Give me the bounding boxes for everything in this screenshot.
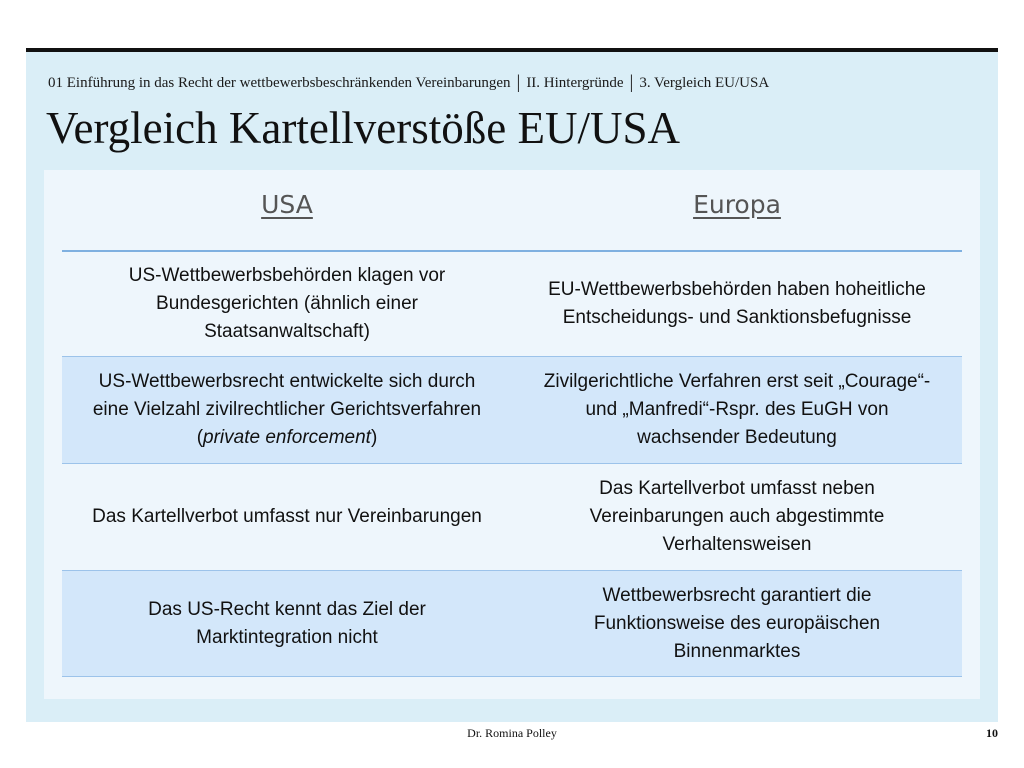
cell-text-after: ) [370, 427, 378, 448]
breadcrumb-separator: | [516, 72, 521, 93]
page-number: 10 [986, 726, 998, 740]
table-row [62, 571, 962, 677]
breadcrumb-item-section: II. Hintergründe [526, 75, 624, 91]
breadcrumb [48, 72, 769, 94]
table-cell-usa [62, 357, 512, 463]
table-row [62, 357, 962, 464]
table-cell-usa: Das Kartellverbot umfasst nur Vereinbarungen [92, 506, 482, 527]
footer-author: Dr. Romina Polley [467, 726, 557, 740]
table-cell-europa: Wettbewerbsrecht garantiert die Funktionsweise des europäischen Binnenmarktes [593, 584, 881, 662]
column-header-usa: USA [261, 190, 313, 219]
cell-text [86, 368, 488, 452]
table-cell-europa: EU-Wettbewerbsbehörden haben hoheitliche Entscheidungs- und Sanktionsbefugnisse [548, 278, 926, 328]
slide-panel [26, 48, 998, 722]
table-cell-usa: US-Wettbewerbsbehörden klagen vor Bundesgerichten (ähnlich einer Staatsanwaltschaft) [128, 264, 446, 342]
table-cell-usa: Das US-Recht kennt das Ziel der Marktintegration nicht [148, 598, 426, 648]
table-row [62, 464, 962, 571]
table-row [62, 251, 962, 357]
breadcrumb-separator: | [629, 72, 634, 93]
comparison-table [44, 170, 980, 699]
table-cell-europa: Das Kartellverbot umfasst neben Vereinbarungen auch abgestimmte Verhaltensweisen [589, 478, 885, 555]
cell-text-italic: private enforcement [203, 427, 371, 448]
cell-text-before: US-Wettbewerbsrecht entwickelte sich durch eine Vielzahl zivilrechtlicher Gerichtsverfahren ( [92, 371, 482, 448]
breadcrumb-item-subsection: 3. Vergleich EU/USA [639, 75, 770, 91]
page-title: Vergleich Kartellverstöße EU/USA [46, 103, 680, 153]
table-cell-europa: Zivilgerichtliche Verfahren erst seit „Courage“- und „Manfredi“-Rspr. des EuGH von wachsender Bedeutung [543, 371, 931, 448]
breadcrumb-item-chapter: 01 Einführung in das Recht der wettbewerbsbeschränkenden Vereinbarungen [48, 75, 511, 91]
table-header-row [62, 170, 962, 252]
column-header-europa: Europa [693, 190, 781, 219]
